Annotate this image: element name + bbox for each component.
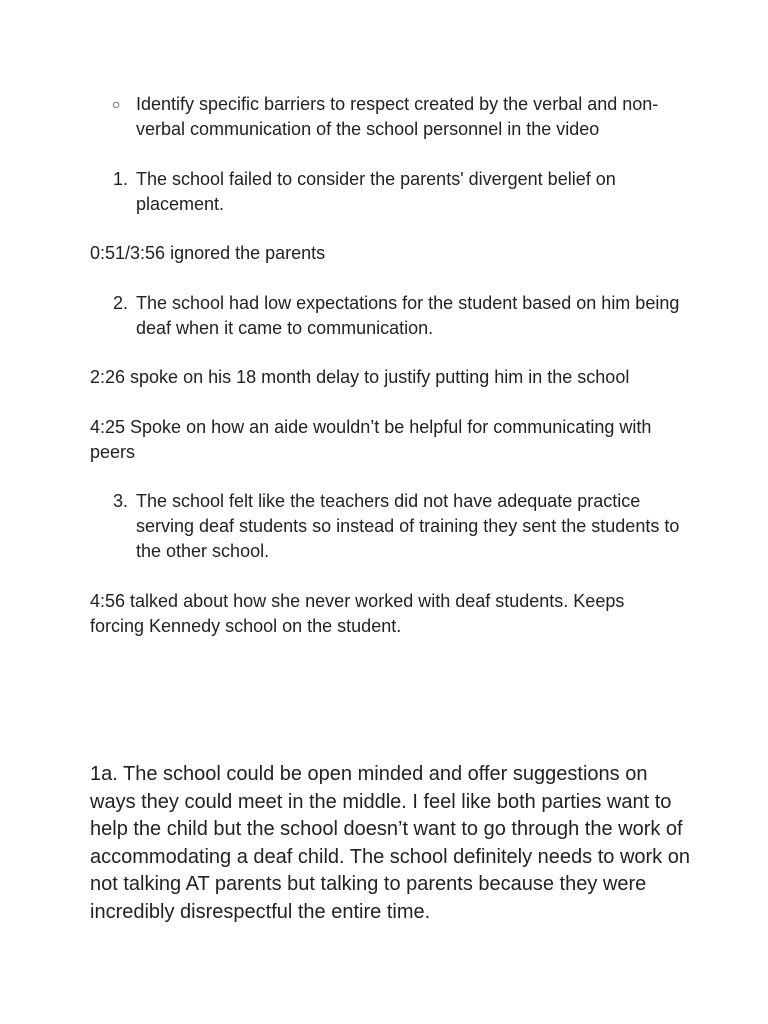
note-paragraph: 2:26 spoke on his 18 month delay to justify putting him in the school (90, 367, 630, 387)
list-item (90, 489, 680, 564)
list-item-text: The school had low expectations for the student based on him being deaf when it came to communication. (136, 293, 680, 338)
list-number: 3. (112, 491, 128, 511)
list-number: 1. (112, 169, 128, 189)
list-item (90, 291, 680, 341)
list-number: 2. (112, 293, 128, 313)
note-paragraph: 4:56 talked about how she never worked with deaf students. Keeps forcing Kennedy school on the student. (90, 591, 625, 636)
list-item-text: The school felt like the teachers did not have adequate practice serving deaf students so instead of training they sent the students to the other school. (136, 491, 680, 561)
note-paragraph: 0:51/3:56 ignored the parents (90, 243, 326, 263)
note-paragraph: 4:25 Spoke on how an aide wouldn’t be helpful for communicating with peers (90, 417, 652, 462)
bullet-item (90, 92, 680, 142)
answer-paragraph: 1a. The school could be open minded and offer suggestions on ways they could meet in the middle. I feel like both parties want to help the child but the school doesn’t want to go through the work of accommodating a deaf child. The school definitely needs to work on not talking AT parents but talking to parents because they were incredibly disrespectful the entire time. (90, 763, 690, 923)
hollow-bullet-icon: ○ (112, 96, 121, 112)
list-item-text: The school failed to consider the parents' divergent belief on placement. (136, 169, 616, 214)
list-item (90, 167, 680, 217)
bullet-text: Identify specific barriers to respect created by the verbal and non-verbal communication of the school personnel in the video (136, 94, 659, 139)
